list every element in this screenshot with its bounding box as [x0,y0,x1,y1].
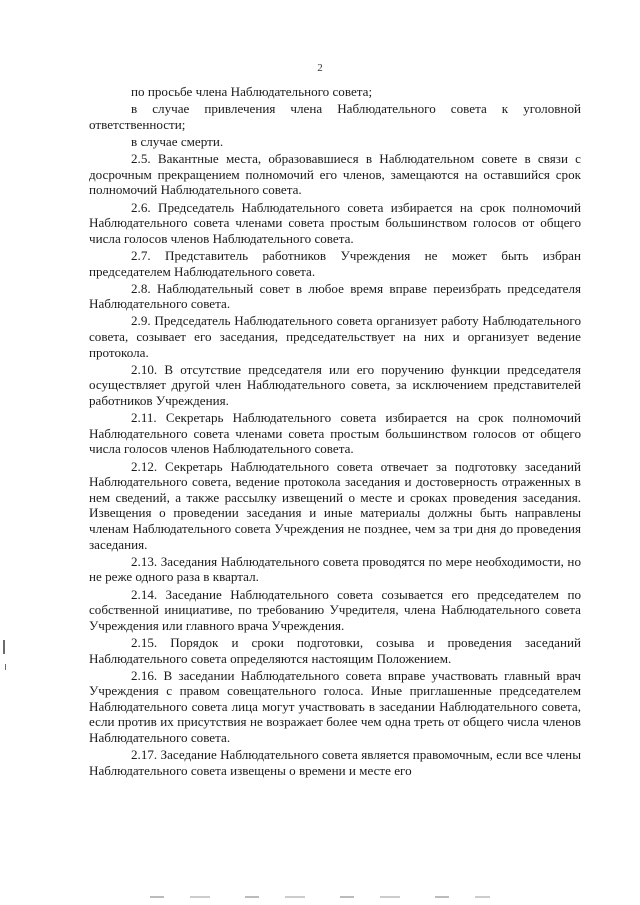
paragraph: по просьбе члена Наблюдательного совета; [131,84,373,99]
paragraph-2-7: 2.7. Представитель работников Учреждения не может быть избран председателем Наблюдательного совета. [89,247,581,279]
scan-artifact-strip [150,896,490,898]
page-number: 2 [317,62,323,74]
paragraph-2-10: 2.10. В отсутствие председателя или его поручению функции председателя осуществляет другой член Наблюдательного совета, за исключением представителей работников Учреждения. [89,361,581,409]
paragraph-2-13: 2.13. Заседания Наблюдательного совета проводятся по мере необходимости, но не реже одного раза в квартал. [89,553,581,585]
paragraph: в случае привлечения члена Наблюдательного совета к уголовной ответственности; [89,101,581,132]
scan-artifact-mark [5,664,6,670]
document-body [89,84,581,780]
scan-artifact-mark [3,640,5,654]
paragraph-2-9: 2.9. Председатель Наблюдательного совета организует работу Наблюдательного совета, созывает его заседания, председательствует на них и организует ведение протокола. [89,313,581,360]
paragraph-2-15: 2.15. Порядок и сроки подготовки, созыва и проведения заседаний Наблюдательного совета определяются настоящим Положением. [89,634,581,666]
paragraph-2-16: 2.16. В заседании Наблюдательного совета вправе участвовать главный врач Учреждения с правом совещательного голоса. Иные приглашенные председателем Наблюдательного совета лица могут участвовать в заседании Наблюдательного совета, если против их присутствия не возражает более чем одна треть от общего числа членов Наблюдательного совета. [89,667,581,746]
paragraph-2-8: 2.8. Наблюдательный совет в любое время вправе переизбрать председателя Наблюдательного совета. [89,280,581,312]
paragraph-2-5: 2.5. Вакантные места, образовавшиеся в Наблюдательном совете в связи с досрочным прекращением полномочий его членов, замещаются на оставшийся срок полномочий Наблюдательного совета. [89,151,581,198]
paragraph-2-6: 2.6. Председатель Наблюдательного совета избирается на срок полномочий Наблюдательного совета членами совета простым большинством голосов от общего числа голосов членов Наблюдательного совета. [89,199,581,246]
paragraph-2-14: 2.14. Заседание Наблюдательного совета созывается его председателем по собственной инициативе, по требованию Учредителя, члена Наблюдательного совета Учреждения или главного врача Учреждения. [89,586,581,633]
paragraph-2-17: 2.17. Заседание Наблюдательного совета является правомочным, если все члены Наблюдательного совета извещены о времени и месте его [89,747,581,778]
paragraph-2-12: 2.12. Секретарь Наблюдательного совета отвечает за подготовку заседаний Наблюдательного совета, ведение протокола заседания и достоверность отраженных в нем сведений, а также рассылку извещений о месте и сроках проведения заседания. Извещения о проведении заседания и иные материалы должны быть направлены членам Наблюдательного совета Учреждения не позднее, чем за три дня до проведения заседания. [89,458,581,552]
paragraph-2-11: 2.11. Секретарь Наблюдательного совета избирается на срок полномочий Наблюдательного совета членами совета простым большинством голосов от общего числа голосов членов Наблюдательного совета. [89,410,581,457]
paragraph: в случае смерти. [131,133,224,149]
